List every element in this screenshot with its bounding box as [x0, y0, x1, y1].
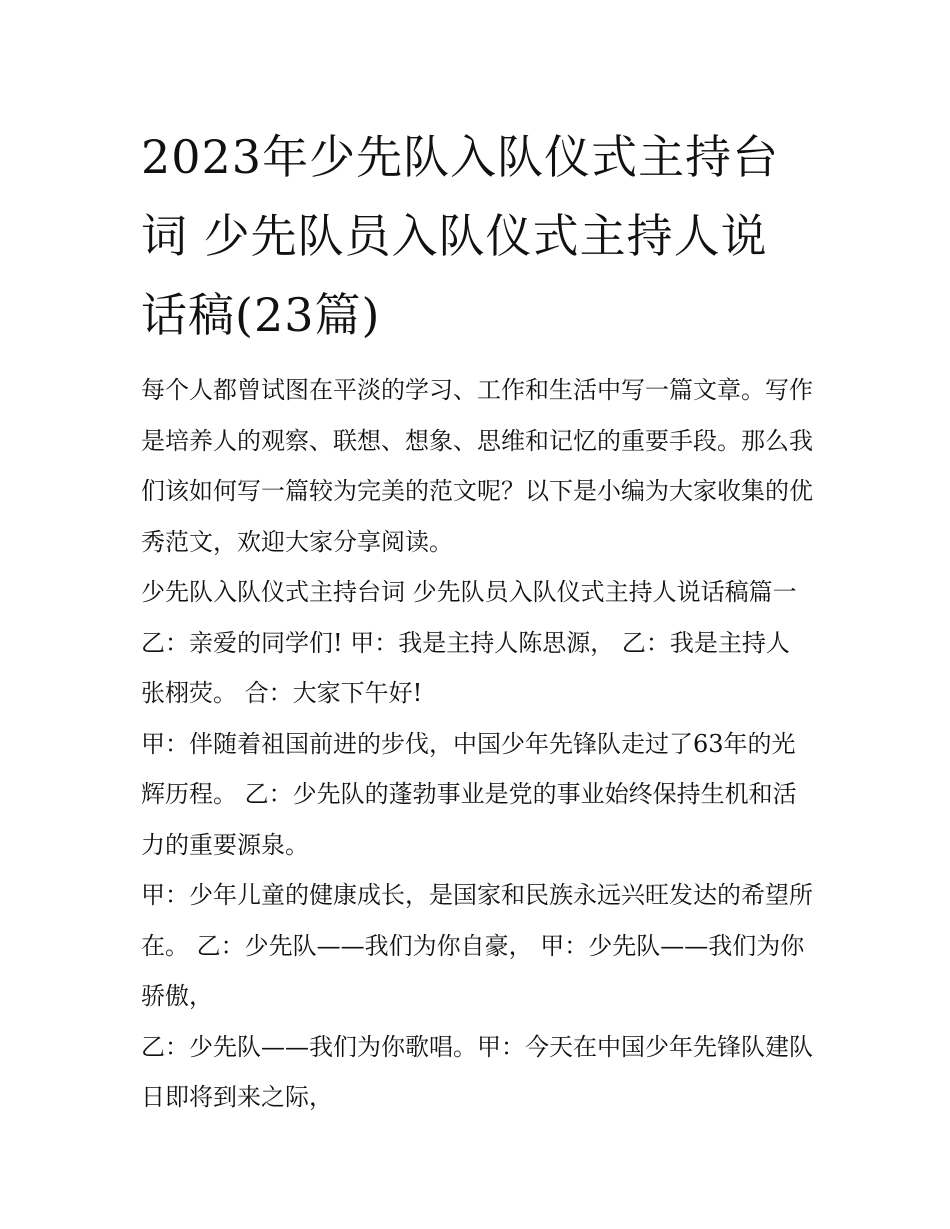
document-page: [141, 118, 813, 1123]
document-body: [141, 365, 813, 1123]
paragraph-opening: 少先队入队仪式主持台词 少先队员入队仪式主持人说话稿篇一 乙：亲爱的同学们! 甲：我是主持人陈思源， 乙：我是主持人张栩荧。 合：大家下午好!: [141, 578, 797, 707]
document-title: 2023年少先队入队仪式主持台词 少先队员入队仪式主持人说话稿(23篇): [141, 130, 780, 342]
paragraph-intro: 每个人都曾试图在平淡的学习、工作和生活中写一篇文章。写作是培养人的观察、联想、想象、思维和记忆的重要手段。那么我们该如何写一篇较为完美的范文呢？以下是小编为大家收集的优秀范文，欢迎大家分享阅读。: [141, 376, 813, 556]
paragraph-pride: 甲：少年儿童的健康成长，是国家和民族永远兴旺发达的希望所在。 乙：少先队——我们为你自豪， 甲：少先队——我们为你骄傲，: [141, 881, 813, 1010]
paragraph-history: 甲：伴随着祖国前进的步伐，中国少年先锋队走过了63年的光辉历程。 乙：少先队的蓬勃事业是党的事业始终保持生机和活力的重要源泉。: [141, 729, 797, 859]
paragraph-song: 乙：少先队——我们为你歌唱。甲：今天在中国少年先锋队建队日即将到来之际，: [141, 1032, 813, 1111]
